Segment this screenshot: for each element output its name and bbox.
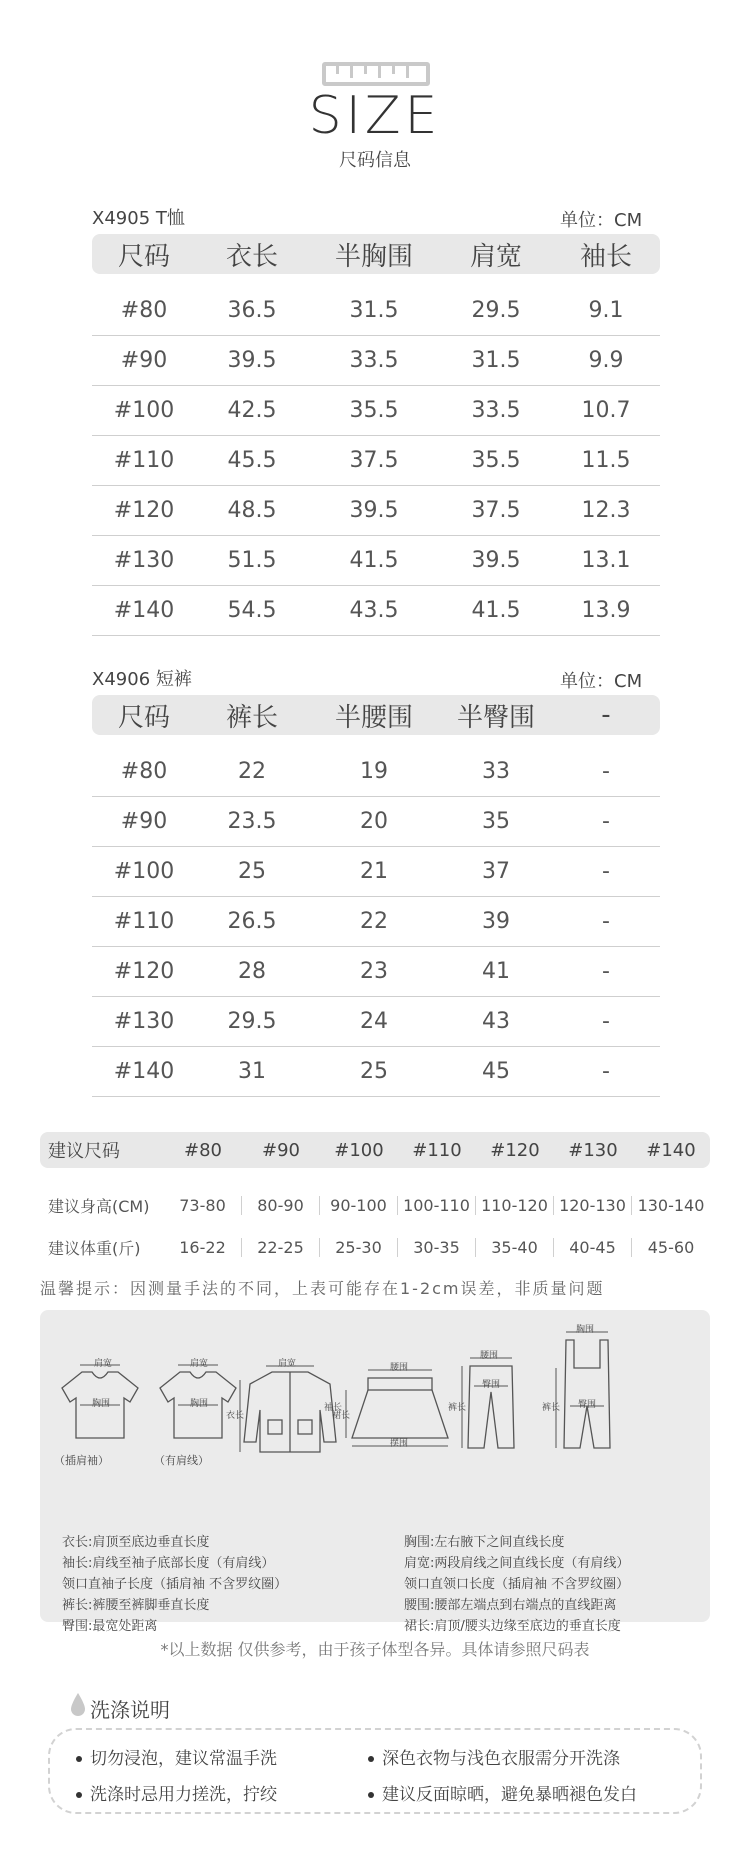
table-cell: #120: [113, 959, 175, 984]
table-cell: -: [602, 1059, 610, 1084]
table-cell: 36.5: [227, 298, 277, 323]
table-cell: 24: [360, 1009, 388, 1034]
table-cell: -: [602, 959, 610, 984]
bullet-icon: [368, 1756, 374, 1762]
table-cell: -: [602, 809, 610, 834]
wash-item-text: 深色衣物与浅色衣服需分开洗涤: [382, 1749, 620, 1769]
label-shoulder: 肩宽: [94, 1359, 113, 1369]
overalls-icon: [564, 1340, 610, 1448]
wash-item: [368, 1780, 637, 1805]
table-cell: 37: [482, 859, 510, 884]
footnote: *以上数据 仅供参考，由于孩子体型各异。具体请参照尺码表: [160, 1640, 590, 1659]
table-cell: #100: [113, 859, 175, 884]
wash-item: [76, 1780, 277, 1805]
table-cell: #130: [113, 548, 175, 573]
table-cell: 43.5: [349, 598, 399, 623]
table-cell: 25: [238, 859, 266, 884]
page-title: SIZE: [308, 86, 442, 146]
header-cell: 半臀围: [456, 702, 535, 733]
header-cell: 袖长: [579, 241, 632, 272]
table-row: [92, 897, 660, 947]
label-length: 衣长: [226, 1411, 245, 1421]
table-row: [92, 336, 660, 386]
cell: 16-22: [164, 1238, 242, 1257]
measurement-panel: [40, 1310, 710, 1634]
label-pants-length: 裤长: [448, 1403, 467, 1413]
header-cell: #130: [568, 1139, 618, 1161]
table-cell: #90: [120, 809, 168, 834]
definition-item: 肩宽:两段肩线之间直线长度（有肩线）: [404, 1556, 630, 1571]
table-cell: 23.5: [227, 809, 277, 834]
label-waist: 腰围: [480, 1351, 499, 1361]
table-cell: -: [602, 759, 610, 784]
definition-item: 裙长:肩顶/腰头边缘至底边的垂直长度: [404, 1619, 621, 1634]
table-cell: 37.5: [471, 498, 521, 523]
table-cell: 25: [360, 1059, 388, 1084]
definition-item: 衣长:肩顶至底边垂直长度: [62, 1535, 210, 1550]
label-chest: 胸围: [92, 1399, 111, 1409]
header-cell: 肩宽: [469, 241, 522, 272]
table-cell: 13.9: [581, 598, 631, 623]
table-cell: #140: [113, 598, 175, 623]
definition-item: 领口直袖子长度（插肩袖 不含罗纹圈）: [62, 1577, 288, 1592]
bullet-icon: [76, 1792, 82, 1798]
table-cell: 31.5: [471, 348, 521, 373]
cell: 45-60: [647, 1237, 695, 1257]
table-cell: 33.5: [349, 348, 399, 373]
label-raglan: （插肩袖）: [54, 1454, 109, 1467]
header-cell: 半腰围: [334, 702, 413, 733]
wash-title: 洗涤说明: [90, 1698, 170, 1722]
table-cell: 33: [482, 759, 510, 784]
table-cell: 39.5: [227, 348, 277, 373]
table-cell: #80: [120, 759, 168, 784]
table-cell: 41.5: [471, 598, 521, 623]
label-hip: 臀围: [482, 1380, 501, 1390]
header-cell: #120: [490, 1139, 540, 1161]
header-cell: 建议尺码: [48, 1141, 120, 1162]
row-label: 建议身高(CM): [48, 1196, 150, 1216]
table-cell: 22: [360, 909, 388, 934]
table-row: [92, 286, 660, 336]
table-cell: #110: [113, 909, 175, 934]
cell: 35-40: [476, 1238, 554, 1257]
table-cell: 26.5: [227, 909, 277, 934]
table-row: [92, 997, 660, 1047]
table-cell: 23: [360, 959, 388, 984]
cell: 80-90: [242, 1196, 320, 1215]
table-cell: #80: [120, 298, 168, 323]
label-hem: 摆围: [390, 1439, 409, 1449]
table-cell: 54.5: [227, 598, 277, 623]
table-cell: 39.5: [471, 548, 521, 573]
row-label: 建议体重(斤): [48, 1238, 141, 1258]
table-cell: 20: [360, 809, 388, 834]
table-cell: -: [602, 859, 610, 884]
definitions-right: [404, 1532, 629, 1637]
table-cell: 42.5: [227, 398, 277, 423]
definitions-left: [62, 1532, 287, 1637]
header-cell: #110: [412, 1139, 462, 1161]
table-cell: 48.5: [227, 498, 277, 523]
header-cell: #100: [334, 1139, 384, 1161]
table-row: [92, 436, 660, 486]
cell: 73-80: [164, 1196, 242, 1215]
cell: 40-45: [554, 1238, 632, 1257]
table-cell: 21: [360, 859, 388, 884]
table-cell: 31.5: [349, 298, 399, 323]
table-cell: -: [602, 1009, 610, 1034]
header-cell: 裤长: [225, 702, 278, 733]
table-cell: #100: [113, 398, 175, 423]
table-cell: 35.5: [349, 398, 399, 423]
table-row: [92, 947, 660, 997]
cell: 110-120: [476, 1196, 554, 1215]
label-skirt-length: 裙长: [332, 1411, 351, 1421]
height-row: [40, 1185, 710, 1225]
definition-item: 胸围:左右腋下之间直线长度: [404, 1535, 565, 1550]
skirt-icon: [352, 1390, 448, 1438]
table-row: [92, 486, 660, 536]
cell: 100-110: [398, 1196, 476, 1215]
table-cell: 39: [482, 909, 510, 934]
table-row: [92, 797, 660, 847]
notice-text: 温馨提示：因测量手法的不同，上表可能存在1-2cm误差，非质量问题: [40, 1279, 605, 1298]
wash-item-text: 建议反面晾晒，避免暴晒褪色发白: [382, 1785, 637, 1805]
bullet-icon: [368, 1792, 374, 1798]
table-cell: #140: [113, 1059, 175, 1084]
weight-row: [40, 1227, 710, 1267]
table-row: [92, 536, 660, 586]
table-cell: 29.5: [471, 298, 521, 323]
label-waist: 腰围: [390, 1363, 409, 1373]
table-cell: 11.5: [581, 448, 631, 473]
header-cell: 半胸围: [334, 241, 413, 272]
cell: 120-130: [554, 1196, 632, 1215]
table-cell: 45.5: [227, 448, 277, 473]
table-cell: 35: [482, 809, 510, 834]
table-cell: 41: [482, 959, 510, 984]
table-cell: 35.5: [471, 448, 521, 473]
wash-item-text: 切勿浸泡，建议常温手洗: [90, 1749, 277, 1769]
table-row: [92, 747, 660, 797]
header-cell: -: [601, 700, 611, 730]
table-cell: 13.1: [581, 548, 631, 573]
label-chest: 胸围: [576, 1325, 595, 1335]
shorts-unit: 单位：CM: [560, 671, 643, 692]
label-chest: 胸围: [190, 1399, 209, 1409]
label-hip: 臀围: [578, 1400, 597, 1410]
table-cell: 39.5: [349, 498, 399, 523]
table-row: [92, 386, 660, 436]
ruler-icon: [322, 62, 430, 86]
tshirt-table-header: [92, 234, 660, 274]
definition-item: 腰围:腰部左端点到右端点的直线距离: [404, 1598, 617, 1613]
table-cell: 12.3: [581, 498, 631, 523]
label-pants-length: 裤长: [542, 1403, 561, 1413]
water-drop-icon: [70, 1692, 86, 1718]
table-cell: 9.1: [588, 298, 624, 323]
table-cell: 10.7: [581, 398, 631, 423]
bullet-icon: [76, 1756, 82, 1762]
table-row: [92, 586, 660, 636]
header-cell: 尺码: [117, 702, 170, 733]
table-cell: -: [602, 909, 610, 934]
cell: 90-100: [320, 1196, 398, 1215]
definition-item: 袖长:肩线至袖子底部长度（有肩线）: [62, 1556, 275, 1571]
table-cell: #90: [120, 348, 168, 373]
label-sleeve: 袖长: [324, 1403, 343, 1413]
definition-item: 领口直领口长度（插肩袖 不含罗纹圈）: [404, 1577, 630, 1592]
recommend-header: [40, 1132, 710, 1168]
table-cell: #110: [113, 448, 175, 473]
cell: 25-30: [320, 1238, 398, 1257]
tshirt-caption: X4905 T恤: [92, 208, 185, 229]
wash-item: [76, 1744, 277, 1769]
table-cell: 29.5: [227, 1009, 277, 1034]
shorts-caption: X4906 短裤: [92, 669, 192, 690]
table-cell: 45: [482, 1059, 510, 1084]
table-cell: 22: [238, 759, 266, 784]
label-set-in: （有肩线）: [154, 1454, 209, 1467]
header-cell: 尺码: [117, 241, 170, 272]
label-shoulder: 肩宽: [190, 1359, 209, 1369]
shorts-table-header: [92, 695, 660, 735]
table-cell: 9.9: [588, 348, 624, 373]
table-row: [92, 1047, 660, 1097]
label-shoulder: 肩宽: [278, 1359, 297, 1369]
table-cell: #120: [113, 498, 175, 523]
table-cell: 33.5: [471, 398, 521, 423]
wash-item-text: 洗涤时忌用力搓洗，拧绞: [90, 1785, 277, 1805]
tshirt-unit: 单位：CM: [560, 210, 643, 231]
table-row: [92, 847, 660, 897]
header-cell: #140: [646, 1139, 696, 1161]
cell: 130-140: [637, 1195, 705, 1215]
definition-item: 裤长:裤腰至裤脚垂直长度: [62, 1598, 210, 1613]
table-cell: 51.5: [227, 548, 277, 573]
cell: 30-35: [398, 1238, 476, 1257]
header-cell: 衣长: [225, 241, 278, 272]
header-cell: #80: [184, 1139, 222, 1161]
cell: 22-25: [242, 1238, 320, 1257]
table-cell: 43: [482, 1009, 510, 1034]
table-cell: 41.5: [349, 548, 399, 573]
table-cell: 37.5: [349, 448, 399, 473]
table-cell: 31: [238, 1059, 266, 1084]
table-cell: #130: [113, 1009, 175, 1034]
page-subtitle: 尺码信息: [339, 150, 411, 171]
header-cell: #90: [262, 1139, 300, 1161]
table-cell: 19: [360, 759, 388, 784]
definition-item: 臀围:最宽处距离: [62, 1619, 158, 1634]
wash-item: [368, 1744, 620, 1769]
table-cell: 28: [238, 959, 266, 984]
